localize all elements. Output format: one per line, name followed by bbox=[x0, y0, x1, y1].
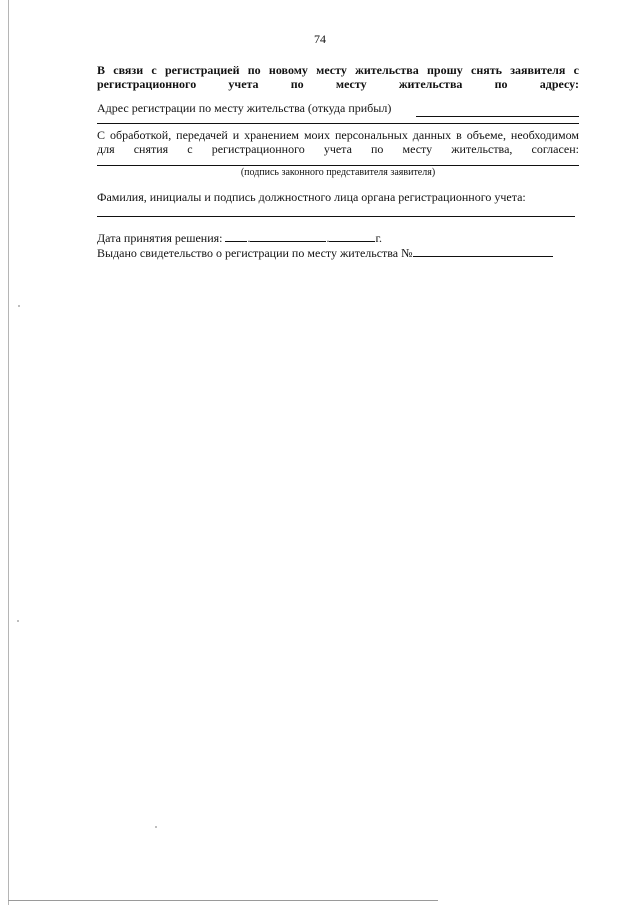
date-dot-1: . bbox=[247, 231, 251, 245]
address-label: Адрес регистрации по месту жительства (откуда прибыл) bbox=[97, 101, 392, 115]
intro-paragraph: В связи с регистрацией по новому месту жительства прошу снять заявителя с регистрационного учета по месту жительства по адресу: bbox=[97, 63, 579, 91]
date-dot-2: . bbox=[326, 231, 330, 245]
scan-left-edge bbox=[8, 0, 9, 905]
decision-date-label: Дата принятия решения: bbox=[97, 231, 223, 245]
date-month-blank bbox=[250, 230, 326, 242]
date-year-blank bbox=[329, 230, 375, 242]
official-row bbox=[97, 190, 526, 205]
address-blank-line bbox=[416, 116, 579, 117]
scan-bottom-edge bbox=[8, 900, 438, 901]
address-full-line bbox=[97, 123, 579, 124]
date-day-blank bbox=[225, 230, 247, 242]
scan-speck bbox=[155, 826, 157, 828]
address-row bbox=[97, 101, 391, 116]
official-signature-line bbox=[97, 216, 575, 217]
official-label: Фамилия, инициалы и подпись должностного лица органа регистрационного учета: bbox=[97, 190, 526, 204]
decision-date-row bbox=[97, 230, 382, 246]
certificate-row bbox=[97, 245, 553, 261]
scan-speck bbox=[17, 620, 19, 622]
scan-speck bbox=[18, 305, 20, 307]
page-number: 74 bbox=[314, 32, 326, 46]
signature-caption: (подпись законного представителя заявителя) bbox=[240, 167, 436, 178]
consent-paragraph: С обработкой, передачей и хранением моих персональных данных в объеме, необходимом для снятия с регистрационного учета по месту жительства, согласен: bbox=[97, 128, 579, 156]
year-suffix: г. bbox=[375, 231, 383, 245]
certificate-label: Выдано свидетельство о регистрации по месту жительства № bbox=[97, 246, 413, 260]
consent-signature-line bbox=[97, 165, 579, 166]
certificate-number-blank bbox=[413, 245, 553, 257]
